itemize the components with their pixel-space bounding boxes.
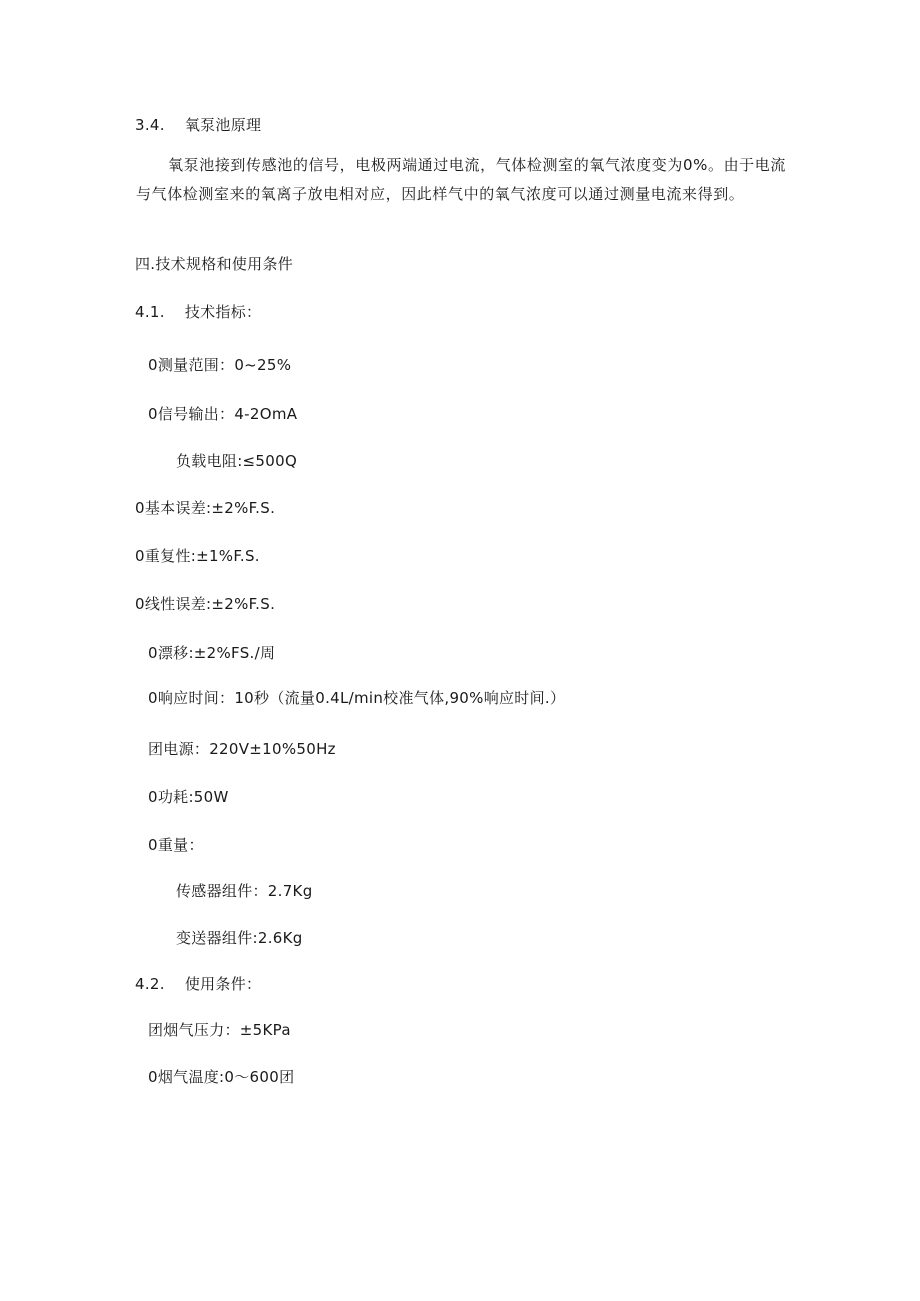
condition-flue-gas-temperature: 0烟气温度:0～600团	[148, 1068, 295, 1086]
section-4-2-heading	[135, 974, 261, 994]
section-title: 技术指标：	[184, 303, 262, 321]
spec-drift: 0漂移:±2%FS./周	[148, 644, 276, 662]
section-number: 3.4.	[135, 116, 165, 134]
spec-repeatability: 0重复性:±1%F.S.	[135, 547, 260, 565]
section-4-1-heading	[135, 302, 261, 322]
spec-basic-error: 0基本误差:±2%F.S.	[135, 499, 276, 517]
spec-power-supply: 团电源：220V±10%50Hz	[148, 740, 336, 758]
section-number: 4.2.	[135, 975, 165, 993]
spec-load-resistance: 负载电阻:≤500Q	[176, 452, 298, 470]
spec-weight-sensor: 传感器组件：2.7Kg	[176, 882, 313, 900]
spec-linearity-error: 0线性误差:±2%F.S.	[135, 595, 276, 613]
section-title: 氧泵池原理	[184, 116, 262, 134]
section-number: 4.1.	[135, 303, 165, 321]
spec-signal-output: 0信号输出：4-2OmA	[148, 405, 298, 423]
condition-flue-gas-pressure: 团烟气压力：±5KPa	[148, 1021, 291, 1039]
spec-response-time: 0响应时间：10秒（流量0.4L/min校准气体,90%响应时间.）	[148, 689, 566, 707]
spec-weight-transmitter: 变送器组件:2.6Kg	[176, 929, 303, 947]
section-3-4-paragraph: 氧泵池接到传感池的信号，电极两端通过电流，气体检测室的氧气浓度变为0%。由于电流与气体检测室来的氧离子放电相对应，因此样气中的氧气浓度可以通过测量电流来得到。	[136, 156, 786, 203]
spec-power-consumption: 0功耗:50W	[148, 788, 229, 806]
spec-measurement-range: 0测量范围：0~25%	[148, 356, 292, 374]
section-title: 使用条件：	[184, 975, 262, 993]
spec-weight: 0重量：	[148, 836, 204, 854]
chapter-4-heading: 四.技术规格和使用条件	[135, 255, 294, 273]
section-3-4-heading	[135, 115, 261, 135]
